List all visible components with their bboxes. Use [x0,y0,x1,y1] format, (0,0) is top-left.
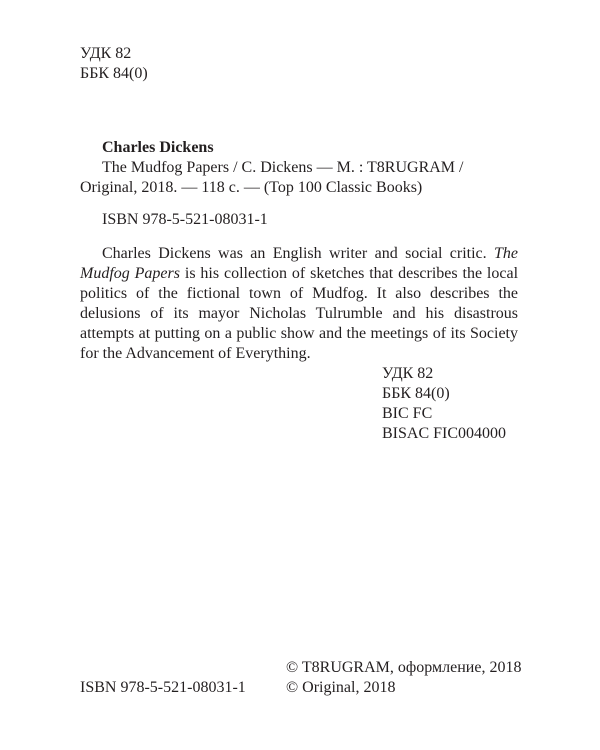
record-line-2: Original, 2018. — 118 c. — (Top 100 Classic Books) [80,179,423,196]
footer-isbn [80,678,246,698]
record-isbn-text: ISBN 978-5-521-08031-1 [102,211,268,228]
annotation-text-1: Charles Dickens was an English writer and social critic. [102,245,487,262]
annotation-text-2: is his collection of sketches that describes the local politics of the fictional town of Mudfog. It also describes the delusions of its mayor Nicholas Tulrumble and his disastrous attempts at putting on a public show and the meetings of its Society for the Advancement of Everything. [80,265,519,362]
copyright-publisher: © T8RUGRAM, оформление, 2018 [286,659,522,676]
classification-codes [382,364,506,444]
top-udk: УДК 82 [80,45,132,62]
class-bisac: BISAC FIC004000 [382,425,507,442]
record-line-1: The Mudfog Papers / C. Dickens — M. : T8RUGRAM / [102,159,464,176]
copyright-original: © Original, 2018 [286,679,396,696]
class-bbk: ББК 84(0) [382,385,450,402]
class-udk: УДК 82 [382,365,434,382]
footer-isbn-text: ISBN 978-5-521-08031-1 [80,679,246,696]
class-bic: BIC FC [382,405,433,422]
top-codes [80,44,148,84]
author-name: Charles Dickens [102,139,214,156]
record-isbn [102,210,268,230]
annotation-book-title: The Mudfog Papers [80,245,519,282]
bibliographic-record [80,138,518,198]
copyright-block [286,658,521,698]
annotation-paragraph [80,244,518,364]
top-bbk: ББК 84(0) [80,65,148,82]
